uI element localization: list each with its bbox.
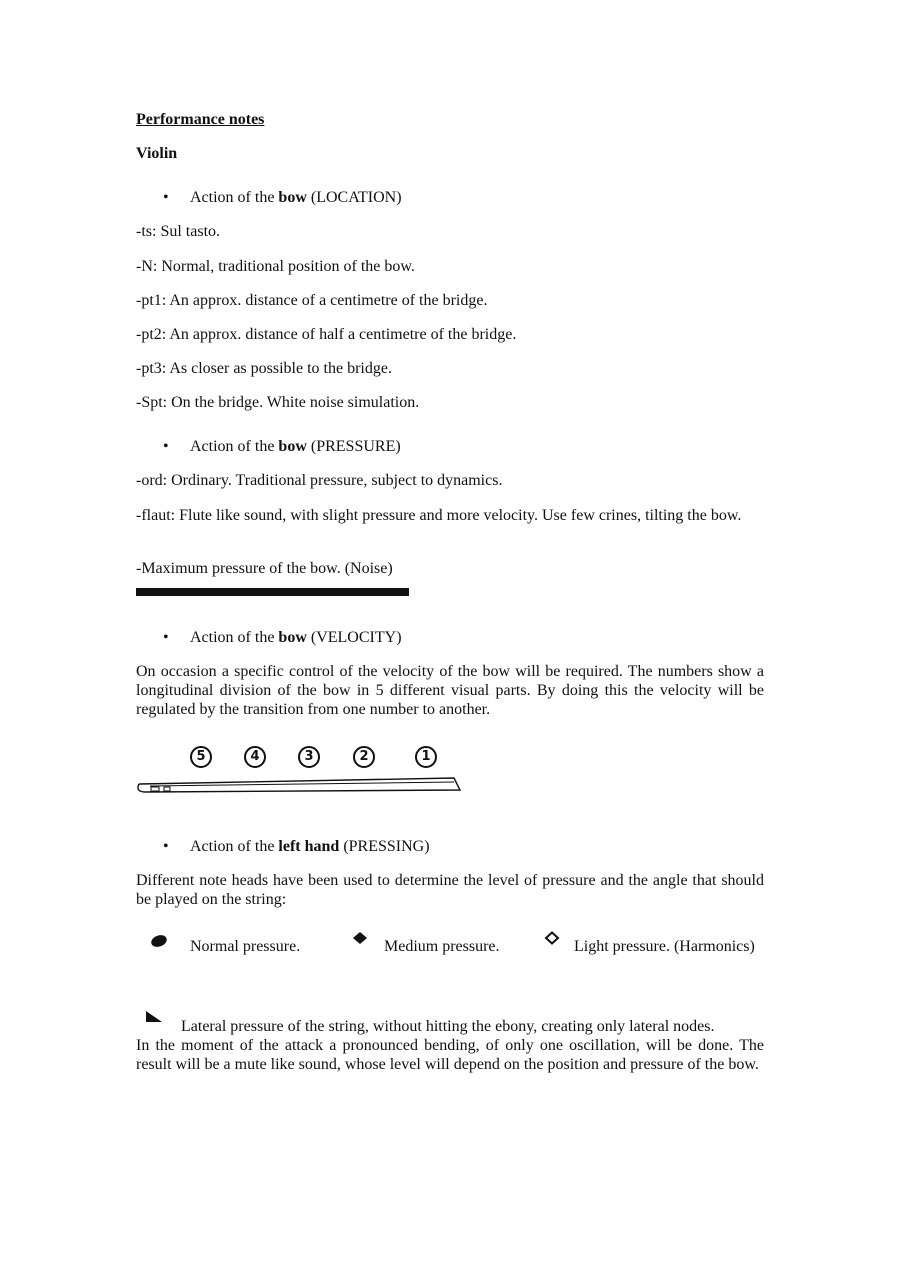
medium-pressure-label: Medium pressure. [384, 938, 500, 955]
section-title-violin: Violin [136, 145, 178, 162]
bullet-bow-location [163, 188, 402, 207]
bullet-glyph: • [163, 838, 169, 855]
location-item-n: -N: Normal, traditional position of the bow. [136, 258, 415, 275]
bullet-bow-pressure [163, 437, 401, 456]
lateral-pressure-label: Lateral pressure of the string, without hitting the ebony, creating only lateral nodes. [181, 1018, 715, 1035]
bullet-bold-text: left hand [278, 838, 340, 855]
page-title: Performance notes [136, 111, 265, 128]
bullet-text: (PRESSURE) [306, 438, 401, 455]
bullet-text: (PRESSING) [339, 838, 430, 855]
attack-description: In the moment of the attack a pronounced bending, of only one oscillation, will be done. The result will be a mute like sound, whose level will depend on the position and pressure of the bow. [136, 1037, 764, 1073]
pressure-ord: -ord: Ordinary. Traditional pressure, subject to dynamics. [136, 472, 503, 489]
diamond-hollow-notehead-icon [544, 931, 562, 947]
bullet-glyph: • [163, 438, 169, 455]
bow-section-2: 2 [353, 746, 375, 768]
bow-section-1: 1 [415, 746, 437, 768]
bullet-text: Action of the [190, 838, 279, 855]
velocity-description: On occasion a specific control of the velocity of the bow will be required. The numbers show a longitudinal division of the bow in 5 different visual parts. By doing this the velocity will be regulated by the transition from one number to another. [136, 663, 764, 718]
left-hand-description: Different note heads have been used to determine the level of pressure and the angle that should be played on the string: [136, 872, 764, 908]
bullet-bold-text: bow [278, 189, 307, 206]
bullet-text: (VELOCITY) [306, 629, 402, 646]
bullet-bow-velocity [163, 628, 402, 647]
location-item-pt1: -pt1: An approx. distance of a centimetre of the bridge. [136, 292, 488, 309]
pressure-max: -Maximum pressure of the bow. (Noise) [136, 560, 393, 577]
bullet-text: Action of the [190, 629, 279, 646]
location-item-ts: -ts: Sul tasto. [136, 223, 221, 240]
bullet-text: Action of the [190, 189, 279, 206]
bow-section-5: 5 [190, 746, 212, 768]
bullet-text: Action of the [190, 438, 279, 455]
bow-section-3: 3 [298, 746, 320, 768]
bullet-glyph: • [163, 629, 169, 646]
bullet-bold-text: bow [278, 438, 307, 455]
bullet-bold-text: bow [278, 629, 307, 646]
normal-pressure-label: Normal pressure. [190, 938, 301, 955]
bullet-text: (LOCATION) [306, 189, 402, 206]
pressure-flaut: -flaut: Flute like sound, with slight pressure and more velocity. Use few crines, tilting the bow. [136, 507, 742, 524]
bow-section-4: 4 [244, 746, 266, 768]
noise-pressure-bar [136, 588, 409, 596]
bow-icon [136, 742, 466, 798]
light-pressure-label: Light pressure. (Harmonics) [574, 938, 755, 955]
normal-notehead-icon [149, 933, 171, 949]
location-item-pt2: -pt2: An approx. distance of half a centimetre of the bridge. [136, 326, 517, 343]
bullet-glyph: • [163, 189, 169, 206]
diamond-filled-notehead-icon [352, 931, 370, 947]
location-item-spt: -Spt: On the bridge. White noise simulation. [136, 394, 420, 411]
bullet-left-hand-pressing [163, 837, 430, 856]
location-item-pt3: -pt3: As closer as possible to the bridge. [136, 360, 392, 377]
bow-diagram [136, 742, 466, 798]
triangle-notehead-icon [144, 1010, 164, 1026]
